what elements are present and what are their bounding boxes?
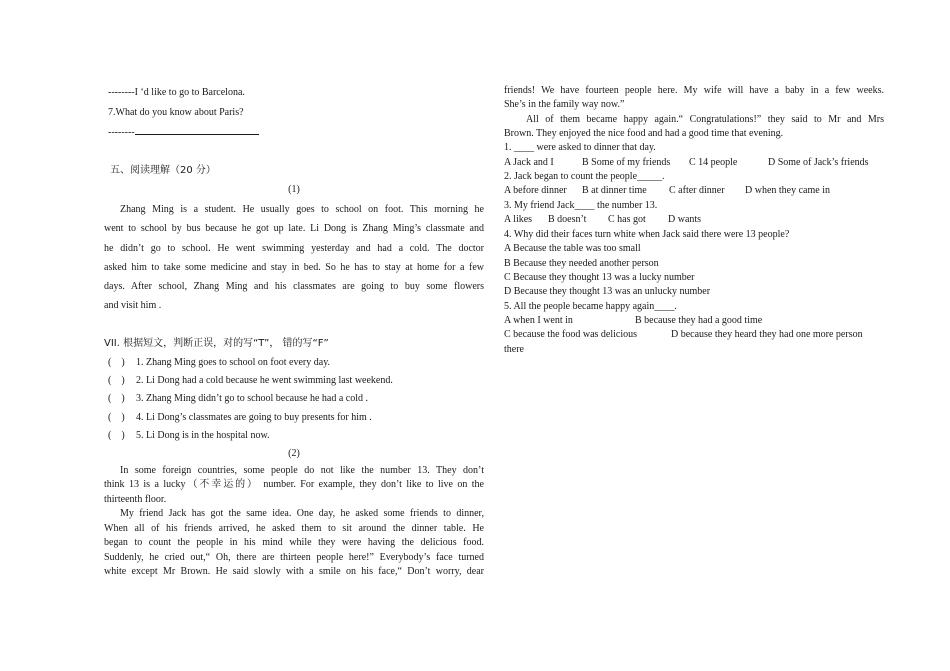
option-a[interactable]: A Jack and I [504, 157, 554, 168]
option-d[interactable]: D Some of Jack’s friends [768, 157, 869, 168]
section-7-title: VII. 根据短文，判断正误，对的写“T”， 错的写“F” [104, 338, 329, 349]
passage-1-line: days. After school, Zhang Ming and his classmates are going to buy some flowers [104, 281, 484, 292]
option-c[interactable]: C after dinner [669, 185, 725, 196]
passage-1-number: (1) [288, 184, 300, 195]
tf-item: ( ) 2. Li Dong had a cold because he went swimming last weekend. [108, 375, 393, 386]
option-a[interactable]: A before dinner [504, 185, 567, 196]
passage-2-line: friends! We have fourteen people here. My wife will have a baby in a few weeks. [504, 85, 884, 96]
answer-parentheses[interactable]: ( ) [108, 393, 125, 404]
passage-2-line: All of them became happy again.“ Congratulations!” they said to Mr and Mrs [526, 114, 884, 125]
passage-2-line: began to count the people in his mind while they were having the delicious food. [104, 537, 484, 548]
question-5: 5. All the people became happy again____. [504, 301, 677, 312]
passage-2-line: When all of his friends arrived, he asked them to sit around the dinner table. He [104, 523, 484, 534]
option-d[interactable]: D wants [668, 214, 702, 225]
option-d[interactable]: D Because they thought 13 was an unlucky number [504, 286, 711, 297]
passage-2-line: My friend Jack has got the same idea. One day, he asked some friends to dinner, [120, 508, 484, 519]
tf-item: ( ) 3. Zhang Ming didn’t go to school because he had a cold . [108, 393, 368, 404]
answer-line-7 [108, 125, 259, 139]
option-b[interactable]: B doesn’t [548, 214, 587, 225]
answer-line-6: --------I ‘d like to go to Barcelona. [108, 87, 245, 98]
option-d[interactable]: D when they came in [745, 185, 830, 196]
tf-item: ( ) 5. Li Dong is in the hospital now. [108, 430, 270, 441]
option-c[interactable]: C 14 people [689, 157, 738, 168]
answer-parentheses[interactable]: ( ) [108, 430, 125, 441]
passage-2-line: She’s in the family way now.” [504, 99, 625, 110]
passage-2-line: Brown. They enjoyed the nice food and had a good time that evening. [504, 128, 784, 139]
option-a[interactable]: A likes [504, 214, 533, 225]
passage-2-line: Suddenly, he cried out,“ Oh, there are thirteen people here!” Everybody’s face turned [104, 552, 484, 563]
passage-2-line: In some foreign countries, some people do not like the number 13. They don’t [120, 465, 484, 476]
tf-item: ( ) 4. Li Dong’s classmates are going to buy presents for him . [108, 412, 372, 423]
passage-2-number: (2) [288, 448, 300, 459]
option-b[interactable]: B Some of my friends [582, 157, 671, 168]
option-b[interactable]: B because they had a good time [635, 315, 763, 326]
option-a[interactable]: A when I went in [504, 315, 573, 326]
passage-2-line: think 13 is a lucky（不幸运的） number. For example, they don’t like to live on the [104, 479, 484, 490]
passage-2-line: thirteenth floor. [104, 494, 167, 505]
option-a[interactable]: A Because the table was too small [504, 243, 641, 254]
option-c[interactable]: C because the food was delicious [504, 329, 638, 340]
question-2: 2. Jack began to count the people_____. [504, 171, 665, 182]
option-b[interactable]: B Because they needed another person [504, 258, 659, 269]
option-d[interactable]: D because they heard they had one more person [671, 329, 863, 340]
option-c[interactable]: C Because they thought 13 was a lucky number [504, 272, 695, 283]
passage-1-line: went to school by bus because he got up late. Li Dong is Zhang Ming’s classmate and [104, 223, 484, 234]
passage-1-line: and visit him . [104, 300, 162, 311]
answer-dashes: -------- [108, 127, 135, 138]
passage-1-line: Zhang Ming is a student. He usually goes to school on foot. This morning he [120, 204, 484, 215]
answer-parentheses[interactable]: ( ) [108, 375, 125, 386]
passage-1-line: he didn’t go to school. He went swimming yesterday and had a cold. The doctor [104, 243, 484, 254]
passage-2-line: white except Mr Brown. He said slowly with a smile on his face,“ Don’t worry, dear [104, 566, 484, 577]
question-1: 1. ____ were asked to dinner that day. [504, 142, 656, 153]
passage-1-line: asked him to take some medicine and stay in bed. So he has to stay at home for a few [104, 262, 484, 273]
option-c[interactable]: C has got [608, 214, 646, 225]
option-b[interactable]: B at dinner time [582, 185, 647, 196]
section-5-title: 五、阅读理解（20 分） [110, 165, 216, 176]
question-7: 7.What do you know about Paris? [108, 107, 244, 118]
answer-parentheses[interactable]: ( ) [108, 412, 125, 423]
answer-parentheses[interactable]: ( ) [108, 357, 125, 368]
option-d-continued: there [504, 344, 524, 355]
answer-blank[interactable] [135, 125, 259, 135]
question-4: 4. Why did their faces turn white when Jack said there were 13 people? [504, 229, 790, 240]
tf-item: ( ) 1. Zhang Ming goes to school on foot every day. [108, 357, 331, 368]
question-3: 3. My friend Jack____ the number 13. [504, 200, 658, 211]
